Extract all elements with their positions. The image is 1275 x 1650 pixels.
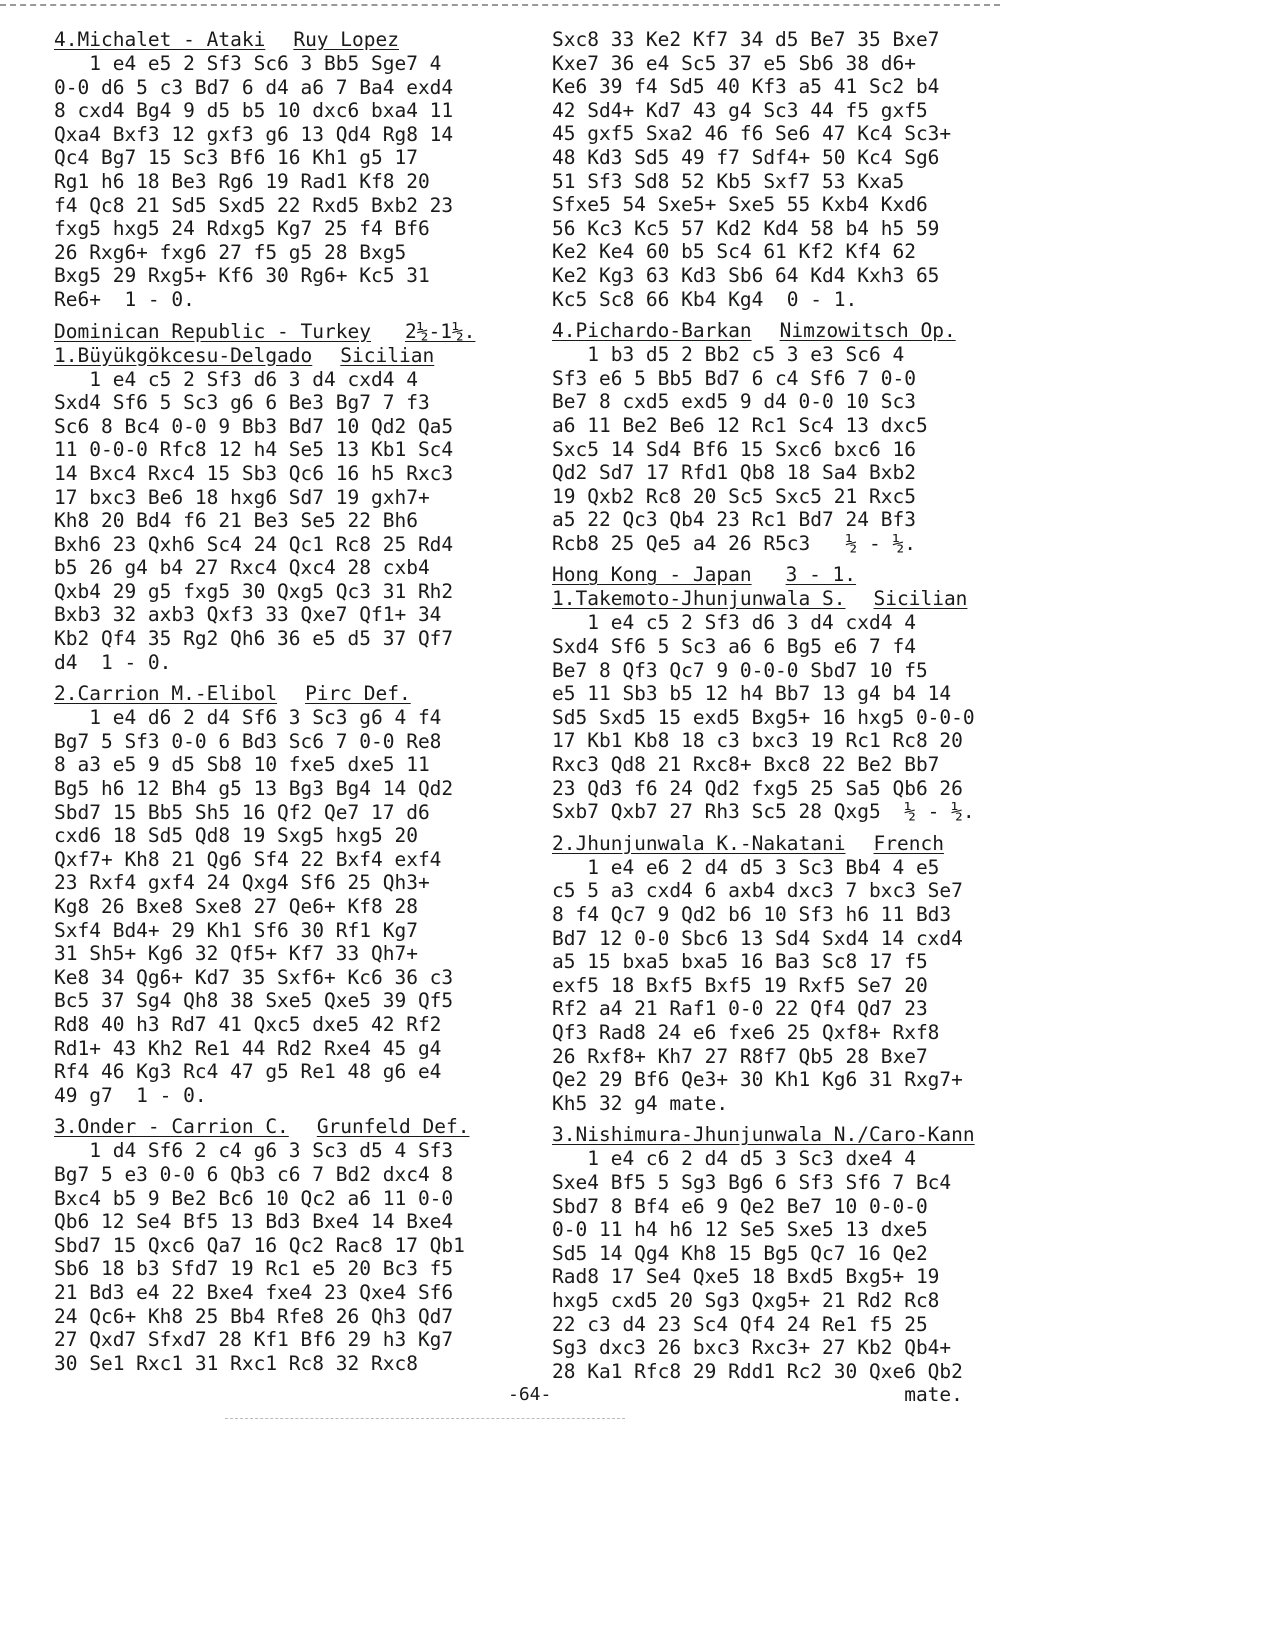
- game-heading: [552, 319, 1022, 343]
- opening-name: Sicilian: [873, 587, 968, 611]
- right-column: [552, 28, 1022, 1415]
- game-heading: [54, 28, 524, 52]
- game-moves: 1 e4 e6 2 d4 d5 3 Sc3 Bb4 4 e5 c5 5 a3 cxd4 6 axb4 dxc3 7 bxc3 Se7 8 f4 Qc7 9 Qd2 b6 10 Sf3 h6 11 Bd3 Bd7 12 0-0 Sbc6 13 Sd4 Sxd4 14 cxd4 a5 15 bxa5 bxa5 16 Ba3 Sc8 17 f5 exf5 18 Bxf5 Bxf5 19 Rxf5 Se7 20 Rf2 a4 21 Raf1 0-0 22 Qf4 Qd7 23 Qf3 Rad8 24 e6 fxe6 25 Qxf8+ Rxf8 26 Rxf8+ Kh7 27 R8f7 Qb5 28 Bxe7 Qe2 29 Bf6 Qe3+ 30 Kh1 Kg6 31 Rxg7+ Kh5 32 g4 mate.: [552, 855, 963, 1115]
- opening-name: Nimzowitsch Op.: [779, 319, 956, 343]
- game-moves: 1 e4 d6 2 d4 Sf6 3 Sc3 g6 4 f4 Bg7 5 Sf3 0-0 6 Bd3 Sc6 7 0-0 Re8 8 a3 e5 9 d5 Sb8 10 fxe5 dxe5 11 Bg5 h6 12 Bh4 g5 13 Bg3 Bg4 14 Qd2 Sbd7 15 Bb5 Sh5 16 Qf2 Qe7 17 d6 cxd6 18 Sd5 Qd8 19 Sxg5 hxg5 20 Qxf7+ Kh8 21 Qg6 Sf4 22 Bxf4 exf4 23 Rxf4 gxf4 24 Qxg4 Sf6 25 Qh3+ Kg8 26 Bxe8 Sxe8 27 Qe6+ Kf8 28 Sxf4 Bd4+ 29 Kh1 Sf6 30 Rf1 Kg7 31 Sh5+ Kg6 32 Qf5+ Kf7 33 Qh7+ Ke8 34 Qg6+ Kd7 35 Sxf6+ Kc6 36 c3 Bc5 37 Sg4 Qh8 38 Sxe5 Qxe5 39 Qf5 Rd8 40 h3 Rd7 41 Qxc5 dxe5 42 Rf2 Rd1+ 43 Kh2 Re1 44 Rd2 Rxe4 45 g4 Rf4 46 Kg3 Rc4 47 g5 Re1 48 g6 e4 49 g7 1 - 0.: [54, 706, 454, 1107]
- scan-bottom-marks: [225, 1418, 625, 1419]
- game-title: 4.Pichardo-Barkan: [552, 319, 752, 343]
- game-heading: [552, 587, 1022, 611]
- game-title: 1.Takemoto-Jhunjunwala S.: [552, 587, 846, 611]
- opening-name: Pirc Def.: [305, 682, 411, 706]
- game-onder-carrion: [54, 1115, 524, 1375]
- game-moves: 1 e4 c5 2 Sf3 d6 3 d4 cxd4 4 Sxd4 Sf6 5 Sc3 a6 6 Bg5 e6 7 f4 Be7 8 Qf3 Qc7 9 0-0-0 Sbd7 10 f5 e5 11 Sb3 b5 12 h4 Bb7 13 g4 b4 14 Sd5 Sxd5 15 exd5 Bxg5+ 16 hxg5 0-0-0 17 Kb1 Kb8 18 c3 bxc3 19 Rc1 Rc8 20 Rxc3 Qd8 21 Rxc8+ Bxc8 22 Be2 Bb7 23 Qd3 f6 24 Qd2 fxg5 25 Sa5 Qb6 26 Sxb7 Qxb7 27 Rh3 Sc5 28 Qxg5 ½ - ½.: [552, 611, 975, 824]
- page-number: -64-: [508, 1384, 552, 1405]
- opening-name: Sicilian: [340, 343, 435, 367]
- match-score: 2½-1½.: [404, 319, 476, 343]
- game-moves: 1 e4 c6 2 d4 d5 3 Sc3 dxe4 4 Sxe4 Bf5 5 Sg3 Bg6 6 Sf3 Sf6 7 Bc4 Sbd7 8 Bf4 e6 9 Qe2 Be7 10 0-0-0 0-0 11 h4 h6 12 Se5 Sxe5 13 dxe5 Sd5 14 Qg4 Kh8 15 Bg5 Qc7 16 Qe2 Rad8 17 Se4 Qxe5 18 Bxd5 Bxg5+ 19 hxg5 cxd5 20 Sg3 Qxg5+ 21 Rd2 Rc8 22 c3 d4 23 Sc4 Qf4 24 Re1 f5 25 Sg3 dxc3 26 bxc3 Rxc3+ 27 Kb2 Qb4+ 28 Ka1 Rfc8 29 Rdd1 Rc2 30 Qxe6 Qb2 mate.: [552, 1147, 963, 1407]
- game-title: 1.Büyükgökcesu-Delgado: [54, 343, 313, 367]
- opening-name: French: [873, 831, 944, 855]
- game-nishimura-jhunjunwala: [552, 1123, 1022, 1407]
- game-jhunjunwala-nakatani: [552, 832, 1022, 1116]
- match-score: 3 - 1.: [785, 563, 857, 587]
- game-title: 3.Nishimura-Jhunjunwala N./Caro-Kann: [552, 1123, 975, 1147]
- game-moves: 1 e4 e5 2 Sf3 Sc6 3 Bb5 Sge7 4 0-0 d6 5 c3 Bd7 6 d4 a6 7 Ba4 exd4 8 cxd4 Bg4 9 d5 b5 10 dxc6 bxa4 11 Qxa4 Bxf3 12 gxf3 g6 13 Qd4 Rg8 14 Qc4 Bg7 15 Sc3 Bf6 16 Kh1 g5 17 Rg1 h6 18 Be3 Rg6 19 Rad1 Kf8 20 f4 Qc8 21 Sd5 Sxd5 22 Rxd5 Bxb2 23 fxg5 hxg5 24 Rdxg5 Kg7 25 f4 Bf6 26 Rxg6+ fxg6 27 f5 g5 28 Bxg5 Bxg5 29 Rxg5+ Kf6 30 Rg6+ Kc5 31 Re6+ 1 - 0.: [54, 52, 454, 311]
- game-moves: 1 e4 c5 2 Sf3 d6 3 d4 cxd4 4 Sxd4 Sf6 5 Sc3 g6 6 Be3 Bg7 7 f3 Sc6 8 Bc4 0-0 9 Bb3 Bd7 10 Qd2 Qa5 11 0-0-0 Rfc8 12 h4 Se5 13 Kb1 Sc4 14 Bxc4 Rxc4 15 Sb3 Qc6 16 h5 Rxc3 17 bxc3 Be6 18 hxg6 Sd7 19 gxh7+ Kh8 20 Bd4 f6 21 Be3 Se5 22 Bh6 Bxh6 23 Qxh6 Sc4 24 Qc1 Rc8 25 Rd4 b5 26 g4 b4 27 Rxc4 Qxc4 28 cxb4 Qxb4 29 g5 fxg5 30 Qxg5 Qc3 31 Rh2 Bxb3 32 axb3 Qxf3 33 Qxe7 Qf1+ 34 Kb2 Qf4 35 Rg2 Qh6 36 e5 d5 37 Qf7 d4 1 - 0.: [54, 367, 454, 674]
- game-pichardo-barkan: [552, 319, 1022, 555]
- match-heading: [552, 563, 1022, 587]
- game-moves: Sxc8 33 Ke2 Kf7 34 d5 Be7 35 Bxe7 Kxe7 36 e4 Sc5 37 e5 Sb6 38 d6+ Ke6 39 f4 Sd5 40 Kf3 a5 41 Sc2 b4 42 Sd4+ Kd7 43 g4 Sc3 44 f5 gxf5 45 gxf5 Sxa2 46 f6 Se6 47 Kc4 Sc3+ 48 Kd3 Sd5 49 f7 Sdf4+ 50 Kc4 Sg6 51 Sf3 Sd8 52 Kb5 Sxf7 53 Kxa5 Sfxe5 54 Sxe5+ Sxe5 55 Kxb4 Kxd6 56 Kc3 Kc5 57 Kd2 Kd4 58 b4 h5 59 Ke2 Ke4 60 b5 Sc4 61 Kf2 Kf4 62 Ke2 Kg3 63 Kd3 Sb6 64 Kd4 Kxh3 65 Kc5 Sc8 66 Kb4 Kg4 0 - 1.: [552, 28, 952, 311]
- left-column: [54, 28, 524, 1383]
- scan-top-edge: [0, 4, 1000, 8]
- match-heading: [54, 320, 524, 344]
- game-michalet-ataki: [54, 28, 524, 312]
- match-name: Hong Kong - Japan: [552, 563, 752, 587]
- game-title: 3.Onder - Carrion C.: [54, 1115, 289, 1139]
- game-heading: [54, 344, 524, 368]
- game-title: 2.Carrion M.-Elibol: [54, 682, 278, 706]
- opening-name: Grunfeld Def.: [316, 1115, 470, 1139]
- game-takemoto-jhunjunwala: [552, 563, 1022, 823]
- game-heading: [54, 1115, 524, 1139]
- game-heading: [552, 832, 1022, 856]
- game-moves: 1 d4 Sf6 2 c4 g6 3 Sc3 d5 4 Sf3 Bg7 5 e3 0-0 6 Qb3 c6 7 Bd2 dxc4 8 Bxc4 b5 9 Be2 Bc6 10 Qc2 a6 11 0-0 Qb6 12 Se4 Bf5 13 Bd3 Bxe4 14 Bxe4 Sbd7 15 Qxc6 Qa7 16 Qc2 Rac8 17 Qb1 Sb6 18 b3 Sfd7 19 Rc1 e5 20 Bc3 f5 21 Bd3 e4 22 Bxe4 fxe4 23 Qxe4 Sf6 24 Qc6+ Kh8 25 Bb4 Rfe8 26 Qh3 Qd7 27 Qxd7 Sfxd7 28 Kf1 Bf6 29 h3 Kg7 30 Se1 Rxc1 31 Rxc1 Rc8 32 Rxc8: [54, 1139, 465, 1375]
- opening-name: Ruy Lopez: [293, 28, 399, 51]
- game-title: 2.Jhunjunwala K.-Nakatani: [552, 831, 846, 855]
- game-heading: [552, 1123, 1022, 1147]
- game-buyukgokcesu-delgado: [54, 320, 524, 675]
- game-heading: [54, 682, 524, 706]
- game-moves: 1 b3 d5 2 Bb2 c5 3 e3 Sc6 4 Sf3 e6 5 Bb5 Bd7 6 c4 Sf6 7 0-0 Be7 8 cxd5 exd5 9 d4 0-0 10 Sc3 a6 11 Be2 Be6 12 Rc1 Sc4 13 dxc5 Sxc5 14 Sd4 Bf6 15 Sxc6 bxc6 16 Qd2 Sd7 17 Rfd1 Qb8 18 Sa4 Bxb2 19 Qxb2 Rc8 20 Sc5 Sxc5 21 Rxc5 a5 22 Qc3 Qb4 23 Rc1 Bd7 24 Bf3 Rcb8 25 Qe5 a4 26 R5c3 ½ - ½.: [552, 343, 928, 555]
- game-carrion-elibol: [54, 682, 524, 1107]
- game-title: 4.Michalet - Ataki: [54, 28, 266, 51]
- game-onder-carrion-continued: [552, 28, 1022, 311]
- match-name: Dominican Republic - Turkey: [54, 319, 371, 343]
